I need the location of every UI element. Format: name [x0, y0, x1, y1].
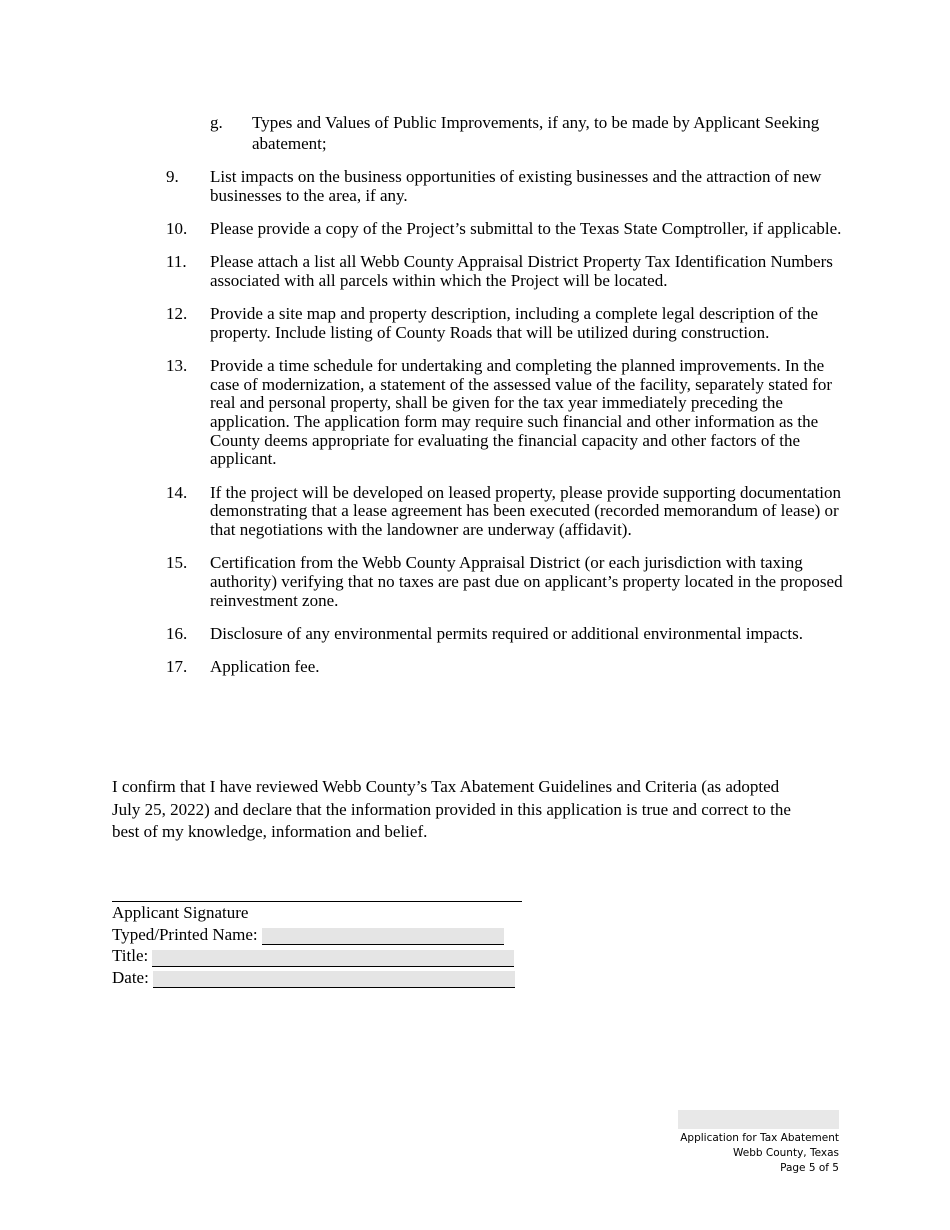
signature-label: Applicant Signature [112, 903, 249, 922]
item-text: Disclosure of any environmental permits required or additional environmental impacts. [210, 623, 803, 643]
list-item [166, 168, 846, 205]
item-number: 17. [166, 657, 188, 677]
footer-county: Webb County, Texas [733, 1147, 839, 1159]
list-item [166, 554, 846, 610]
sub-item-text: Types and Values of Public Improvements, if any, to be made by Applicant Seeking abatement; [252, 113, 820, 153]
item-text: Provide a time schedule for undertaking and completing the planned improvements. In the case of modernization, a statement of the assessed value of the facility, separately stated for real and personal property, shall be given for the tax year immediately preceding the application. The application form may require such financial and other information as the County deems appropriate for evaluating the financial capacity and other factors of the applicant. [210, 355, 832, 469]
printed-name-row [112, 924, 524, 946]
item-text: Application fee. [210, 657, 320, 677]
item-number: 12. [166, 304, 188, 324]
page-footer [672, 1110, 839, 1176]
footer-page-number: Page 5 of 5 [780, 1162, 839, 1174]
item-text: Please provide a copy of the Project’s submittal to the Texas State Comptroller, if applicable. [210, 218, 842, 238]
item-number: 9. [166, 167, 179, 186]
item-number: 14. [166, 482, 188, 502]
title-field[interactable] [152, 950, 514, 967]
date-label: Date: [112, 967, 149, 987]
footer-document-title: Application for Tax Abatement [680, 1132, 839, 1144]
item-number: 15. [166, 553, 188, 573]
item-text: Provide a site map and property description, including a complete legal description of the property. Include listing of County Roads that will be utilized during construction. [210, 304, 819, 342]
title-row [112, 945, 524, 967]
date-field[interactable] [153, 971, 515, 988]
list-item [166, 253, 846, 290]
item-number: 16. [166, 623, 188, 643]
printed-name-field[interactable] [262, 928, 504, 945]
signature-line[interactable] [112, 882, 522, 902]
list-item [166, 658, 846, 677]
item-text: Certification from the Webb County Appraisal District (or each jurisdiction with taxing authority) verifying that no taxes are past due on applicant’s property located in the proposed reinvestment zone. [210, 553, 843, 610]
list-item [166, 357, 846, 469]
list-item [166, 484, 846, 540]
sub-item-letter: g. [210, 113, 223, 132]
item-text: List impacts on the business opportunities of existing businesses and the attraction of new businesses to the area, if any. [210, 167, 822, 205]
requirements-list [166, 168, 846, 691]
item-text: Please attach a list all Webb County Appraisal District Property Tax Identification Numbers associated with all parcels within which the Project will be located. [210, 252, 833, 290]
list-item [166, 220, 846, 239]
signature-row [112, 902, 524, 924]
item-number: 11. [166, 252, 187, 272]
item-number: 13. [166, 355, 188, 375]
item-text: If the project will be developed on leased property, please provide supporting documentation demonstrating that a lease agreement has been executed (recorded memorandum of lease) or that negotiations with the landowner are underway (affidavit). [210, 482, 842, 540]
title-label: Title: [112, 946, 149, 965]
list-item [166, 305, 846, 342]
signature-block [112, 882, 524, 988]
date-row [112, 967, 524, 989]
printed-name-label: Typed/Printed Name: [112, 924, 258, 944]
footer-shaded-box [678, 1110, 839, 1129]
item-number: 10. [166, 218, 188, 238]
confirmation-statement: I confirm that I have reviewed Webb County’s Tax Abatement Guidelines and Criteria (as adopted July 25, 2022) and declare that the information provided in this application is true and correct to the best of my knowledge, information and belief. [112, 777, 791, 841]
list-item [166, 625, 846, 644]
